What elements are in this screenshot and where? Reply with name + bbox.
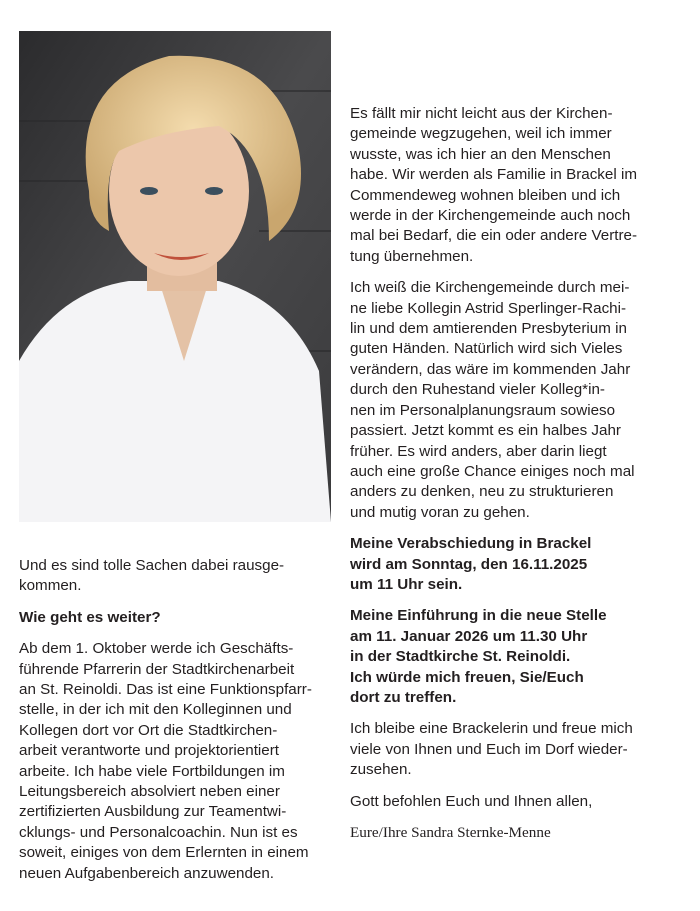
farewell-paragraph: Es fällt mir nicht leicht aus der Kirchen- gemeinde wegzugehen, weil ich immer wusste, was ich hier an den Menschen habe. Wir werden als Familie in Brackel im Commendeweg wohnen bleiben und ich werde in der Kirchengemeinde auch noch mal bei Bedarf, die ein oder andere Vertre- tung übernehmen. xyxy=(350,105,638,265)
intro-paragraph: Und es sind tolle Sachen dabei rausge- kommen. xyxy=(19,557,285,595)
section-heading: Wie geht es weiter? xyxy=(19,608,161,626)
left-column xyxy=(19,556,319,895)
right-column xyxy=(350,104,670,843)
blessing-line: Gott befohlen Euch und Ihnen allen, xyxy=(350,792,593,810)
introduction-service-notice: Meine Einführung in die neue Stelle am 11. Januar 2026 um 11.30 Uhr in der Stadtkirche St. Reinoldi. Ich würde mich freuen, Sie/Euch dort zu treffen. xyxy=(350,607,607,706)
new-position-paragraph: Ab dem 1. Oktober werde ich Geschäfts- führende Pfarrerin der Stadtkirchenarbeit an St. Reinoldi. Das ist eine Funktionspfarr- stelle, in der ich mit den Kolleginnen und Kollegen dort vor Ort die Stadtkirchen- arbeit verantworte und projektorientiert arbeite. Ich habe viele Fortbildungen im Leitungsbereich absolviert neben einer zertifizierten Ausbildung zur Teamentwi- cklungs- und Personalcoachin. Nun ist es soweit, einiges von dem Erlernten in einem neuen Aufgabenbereich anzuwenden. xyxy=(19,640,312,882)
signature: Eure/Ihre Sandra Sternke-Menne xyxy=(350,824,551,841)
farewell-service-notice: Meine Verabschiedung in Brackel wird am Sonntag, den 16.11.2025 um 11 Uhr sein. xyxy=(350,535,592,593)
portrait-photo xyxy=(19,31,331,522)
congregation-paragraph: Ich weiß die Kirchengemeinde durch mei- ne liebe Kollegin Astrid Sperlinger-Rachi- lin und dem amtierenden Presbyterium in guten Händen. Natürlich wird sich Vieles verändern, das wäre im kommenden Jahr durch den Ruhestand vieler Kolleg*in- nen im Personalplanungsraum sowieso passiert. Jetzt kommt es ein halbes Jahr früher. Es wird anders, aber darin liegt auch eine große Chance einiges noch mal anders zu denken, neu zu strukturieren und mutig voran zu gehen. xyxy=(350,279,635,521)
portrait-photo-icon xyxy=(19,31,331,522)
closing-paragraph: Ich bleibe eine Brackelerin und freue mich viele von Ihnen und Euch im Dorf wieder- zusehen. xyxy=(350,720,633,779)
